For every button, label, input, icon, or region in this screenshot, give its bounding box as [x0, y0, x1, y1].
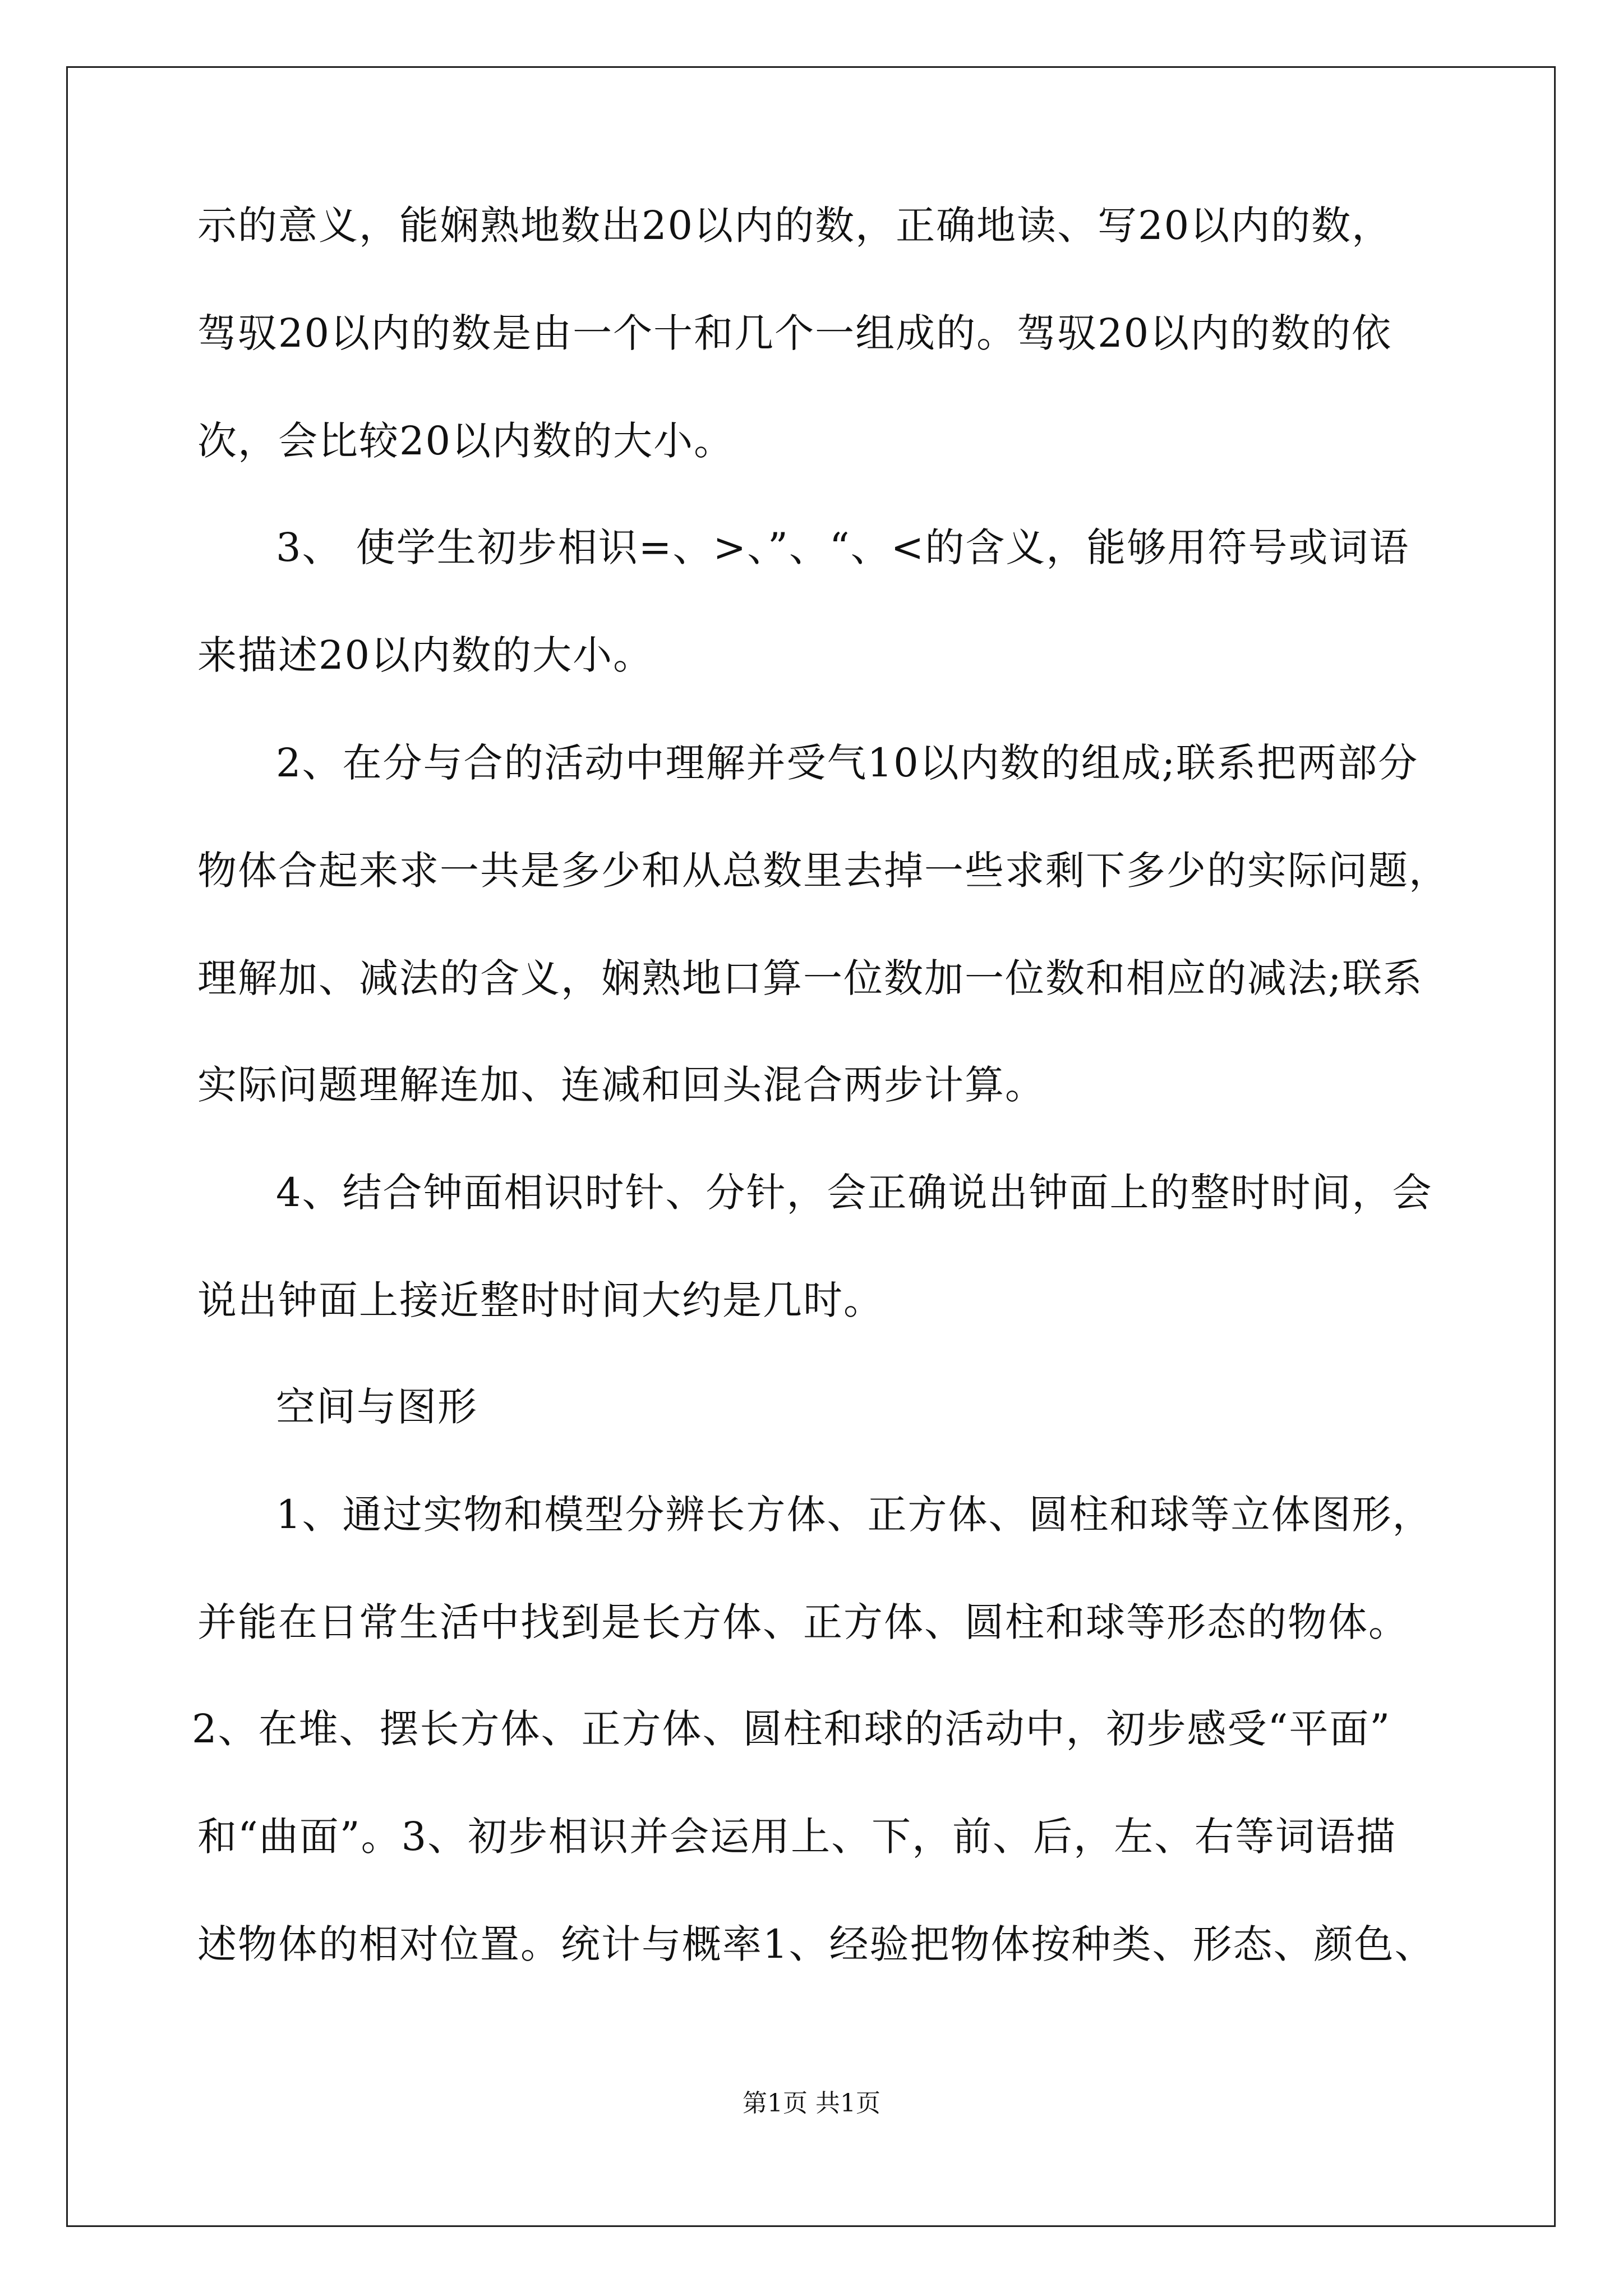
section-heading: 空间与图形: [276, 1384, 478, 1430]
text-line: 理解加、减法的含义，娴熟地口算一位数加一位数和相应的减法;联系: [197, 955, 1423, 1001]
text-line: 来描述20以内数的大小。: [197, 632, 654, 678]
text-line: 和“曲面”。3、初步相识并会运用上、下，前、后，左、右等词语描: [197, 1814, 1397, 1860]
text-line: 述物体的相对位置。统计与概率1、经验把物体按种类、形态、颜色、: [197, 1921, 1435, 1967]
text-line: 并能在日常生活中找到是长方体、正方体、圆柱和球等形态的物体。: [197, 1599, 1409, 1645]
text-line: 2、在堆、摆长方体、正方体、圆柱和球的活动中，初步感受“平面”: [192, 1706, 1391, 1752]
page-border: [66, 66, 1556, 2227]
text-line: 实际问题理解连加、连减和回头混合两步计算。: [197, 1062, 1045, 1108]
text-line: 物体合起来求一共是多少和从总数里去掉一些求剩下多少的实际问题，: [197, 848, 1449, 894]
text-line: 示的意义，能娴熟地数出20以内的数，正确地读、写20以内的数，: [197, 203, 1393, 249]
text-line: 驾驭20以内的数是由一个十和几个一组成的。驾驭20以内的数的依: [197, 310, 1393, 356]
text-line: 说出钟面上接近整时时间大约是几时。: [197, 1277, 884, 1323]
text-line: 2、在分与合的活动中理解并受气10以内数的组成;联系把两部分: [276, 740, 1419, 786]
text-line: 1、通过实物和模型分辨长方体、正方体、圆柱和球等立体图形，: [276, 1492, 1433, 1538]
text-line: 3、 使学生初步相识=、>、”、“、<的含义，能够用符号或词语: [276, 524, 1410, 570]
page-number: 第1页 共1页: [743, 2089, 880, 2118]
text-line: 次，会比较20以内数的大小。: [197, 418, 735, 464]
text-line: 4、结合钟面相识时针、分针，会正确说出钟面上的整时时间，会: [276, 1170, 1433, 1216]
